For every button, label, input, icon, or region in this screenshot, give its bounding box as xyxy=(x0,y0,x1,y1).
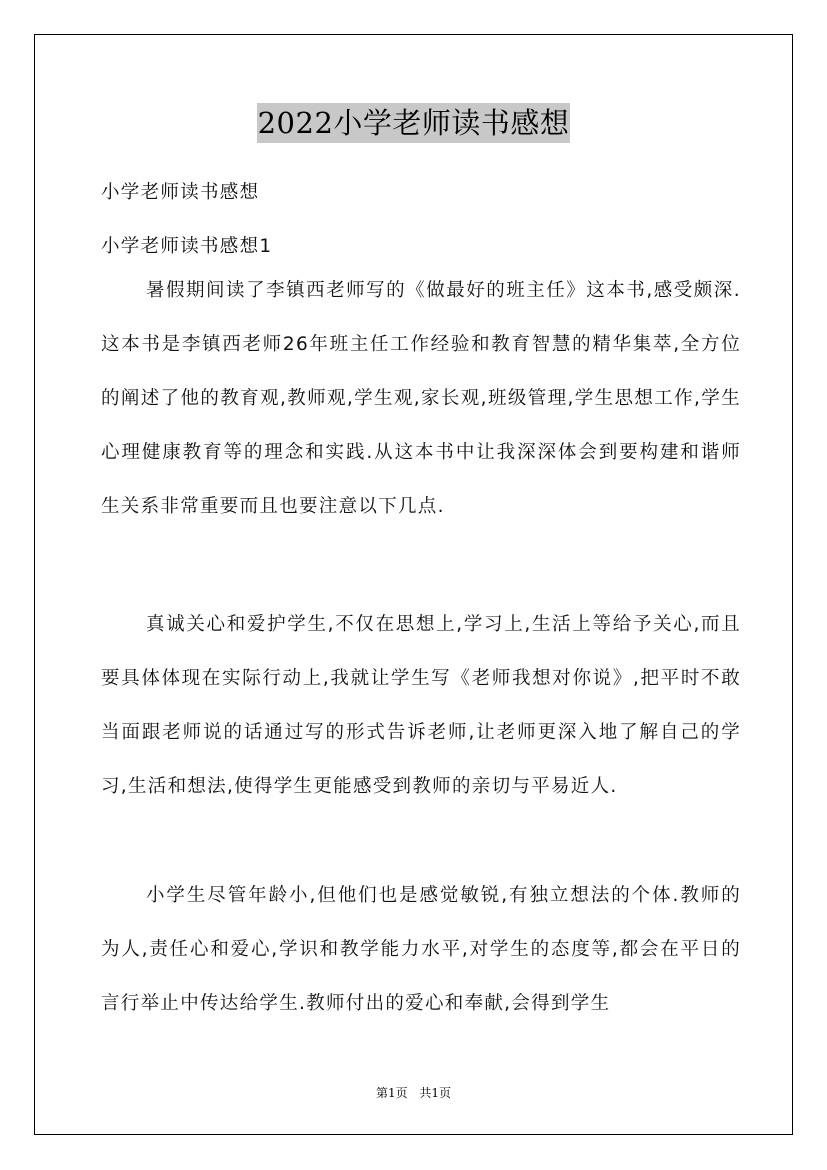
page-count: 共1页 xyxy=(419,1086,452,1100)
paragraph-1: 暑假期间读了李镇西老师写的《做最好的班主任》这本书,感受颇深.这本书是李镇西老师26年班主任工作经验和教育智慧的精华集萃,全方位的阐述了他的教育观,教师观,学生观,家长观,班级管理,学生思想工作,学生心理健康教育等的理念和实践.从这本书中让我深深体会到要构建和谐师生关系非常重要而且也要注意以下几点. xyxy=(101,280,741,517)
document-subheading: 小学老师读书感想1 xyxy=(101,236,273,257)
document-title: 2022小学老师读书感想 xyxy=(257,103,571,143)
title-container xyxy=(0,103,827,143)
document-heading: 小学老师读书感想 xyxy=(101,182,260,203)
page-footer xyxy=(0,1084,827,1101)
paragraph-3: 小学生尽管年龄小,但他们也是感觉敏锐,有独立想法的个体.教师的为人,责任心和爱心,学识和教学能力水平,对学生的态度等,都会在平日的言行举止中传达给学生.教师付出的爱心和奉献,会得到学生 xyxy=(101,885,741,1014)
paragraph-2: 真诚关心和爱护学生,不仅在思想上,学习上,生活上等给予关心,而且要具体体现在实际行动上,我就让学生写《老师我想对你说》,把平时不敢当面跟老师说的话通过写的形式告诉老师,让老师更深入地了解自己的学习,生活和想法,使得学生更能感受到教师的亲切与平易近人. xyxy=(101,614,741,797)
page-number: 第1页 xyxy=(375,1086,408,1100)
